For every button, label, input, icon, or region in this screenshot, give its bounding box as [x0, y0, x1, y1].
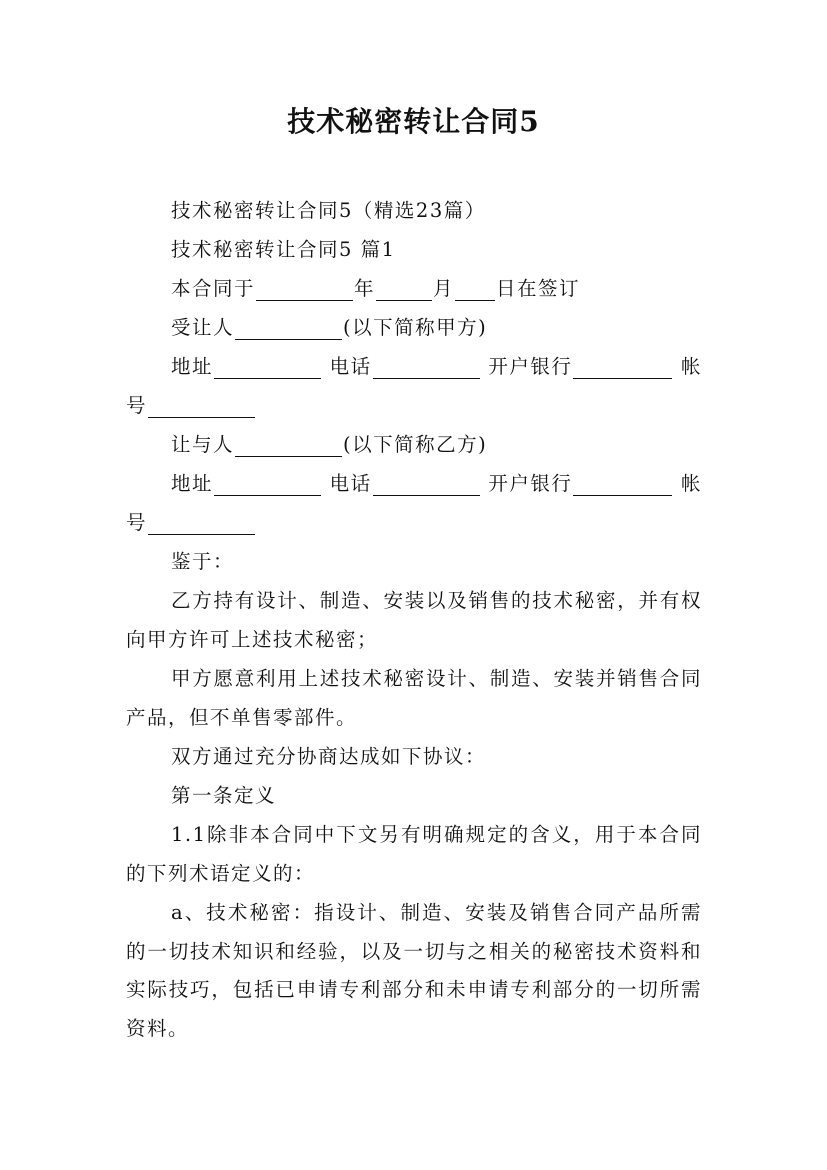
clause-1-1: 1.1除非本合同中下文另有明确规定的含义，用于本合同的下列术语定义的： — [126, 823, 702, 885]
signing-day-field[interactable] — [455, 278, 495, 301]
transferor-name-field[interactable] — [235, 434, 342, 457]
document-title: 技术秘密转让合同5 — [287, 105, 540, 138]
section-heading: 技术秘密转让合同5 篇1 — [171, 238, 396, 261]
signing-date-line — [126, 270, 747, 309]
month-label: 月 — [433, 277, 455, 300]
transferee-contact-line — [126, 348, 702, 387]
account-label: 帐 — [680, 472, 702, 495]
phone-label: 电话 — [329, 472, 372, 495]
transferee-line — [126, 309, 747, 348]
paragraph-party-b: 乙方持有设计、制造、安装以及销售的技术秘密，并有权向甲方许可上述技术秘密； — [126, 589, 702, 651]
transferor-account-line — [126, 504, 702, 543]
signing-month-field[interactable] — [376, 278, 432, 301]
phone-label: 电话 — [329, 355, 372, 378]
transferee-account-field[interactable] — [148, 395, 255, 418]
signing-date-field[interactable] — [256, 278, 353, 301]
signing-prefix: 本合同于 — [171, 277, 256, 300]
transferor-bank-field[interactable] — [573, 473, 672, 496]
bank-label: 开户银行 — [488, 355, 573, 378]
paragraph-party-a: 甲方愿意利用上述技术秘密设计、制造、安装并销售合同产品，但不单售零部件。 — [126, 667, 702, 729]
transferor-line — [126, 426, 747, 465]
account-label-cont: 号 — [126, 511, 148, 534]
transferor-address-field[interactable] — [214, 473, 321, 496]
transferee-label: 受让人 — [171, 316, 235, 339]
transferee-note: (以下简称甲方) — [343, 316, 488, 339]
account-label-cont: 号 — [126, 394, 148, 417]
document-subtitle: 技术秘密转让合同5（精选23篇） — [171, 199, 486, 222]
clause-a: a、技术秘密：指设计、制造、安装及销售合同产品所需的一切技术知识和经验，以及一切与之相关的秘密技术资料和实际技巧，包括已申请专利部分和未申请专利部分的一切所需资料。 — [126, 901, 702, 1041]
transferor-account-field[interactable] — [148, 512, 255, 535]
transferor-contact-line — [126, 465, 702, 504]
bank-label: 开户银行 — [488, 472, 573, 495]
transferor-phone-field[interactable] — [373, 473, 480, 496]
paragraph-agreement: 双方通过充分协商达成如下协议： — [171, 745, 487, 768]
address-label: 地址 — [171, 355, 214, 378]
year-label: 年 — [354, 277, 376, 300]
transferor-label: 让与人 — [171, 433, 235, 456]
transferee-name-field[interactable] — [235, 317, 342, 340]
article-one-heading: 第一条定义 — [171, 784, 277, 807]
transferee-address-field[interactable] — [214, 356, 321, 379]
transferee-account-line — [126, 387, 702, 426]
account-label: 帐 — [680, 355, 702, 378]
day-label: 日在签订 — [496, 277, 581, 300]
transferee-phone-field[interactable] — [373, 356, 480, 379]
transferor-note: (以下简称乙方) — [343, 433, 488, 456]
transferee-bank-field[interactable] — [573, 356, 672, 379]
whereas-heading: 鉴于： — [171, 550, 235, 573]
address-label: 地址 — [171, 472, 214, 495]
